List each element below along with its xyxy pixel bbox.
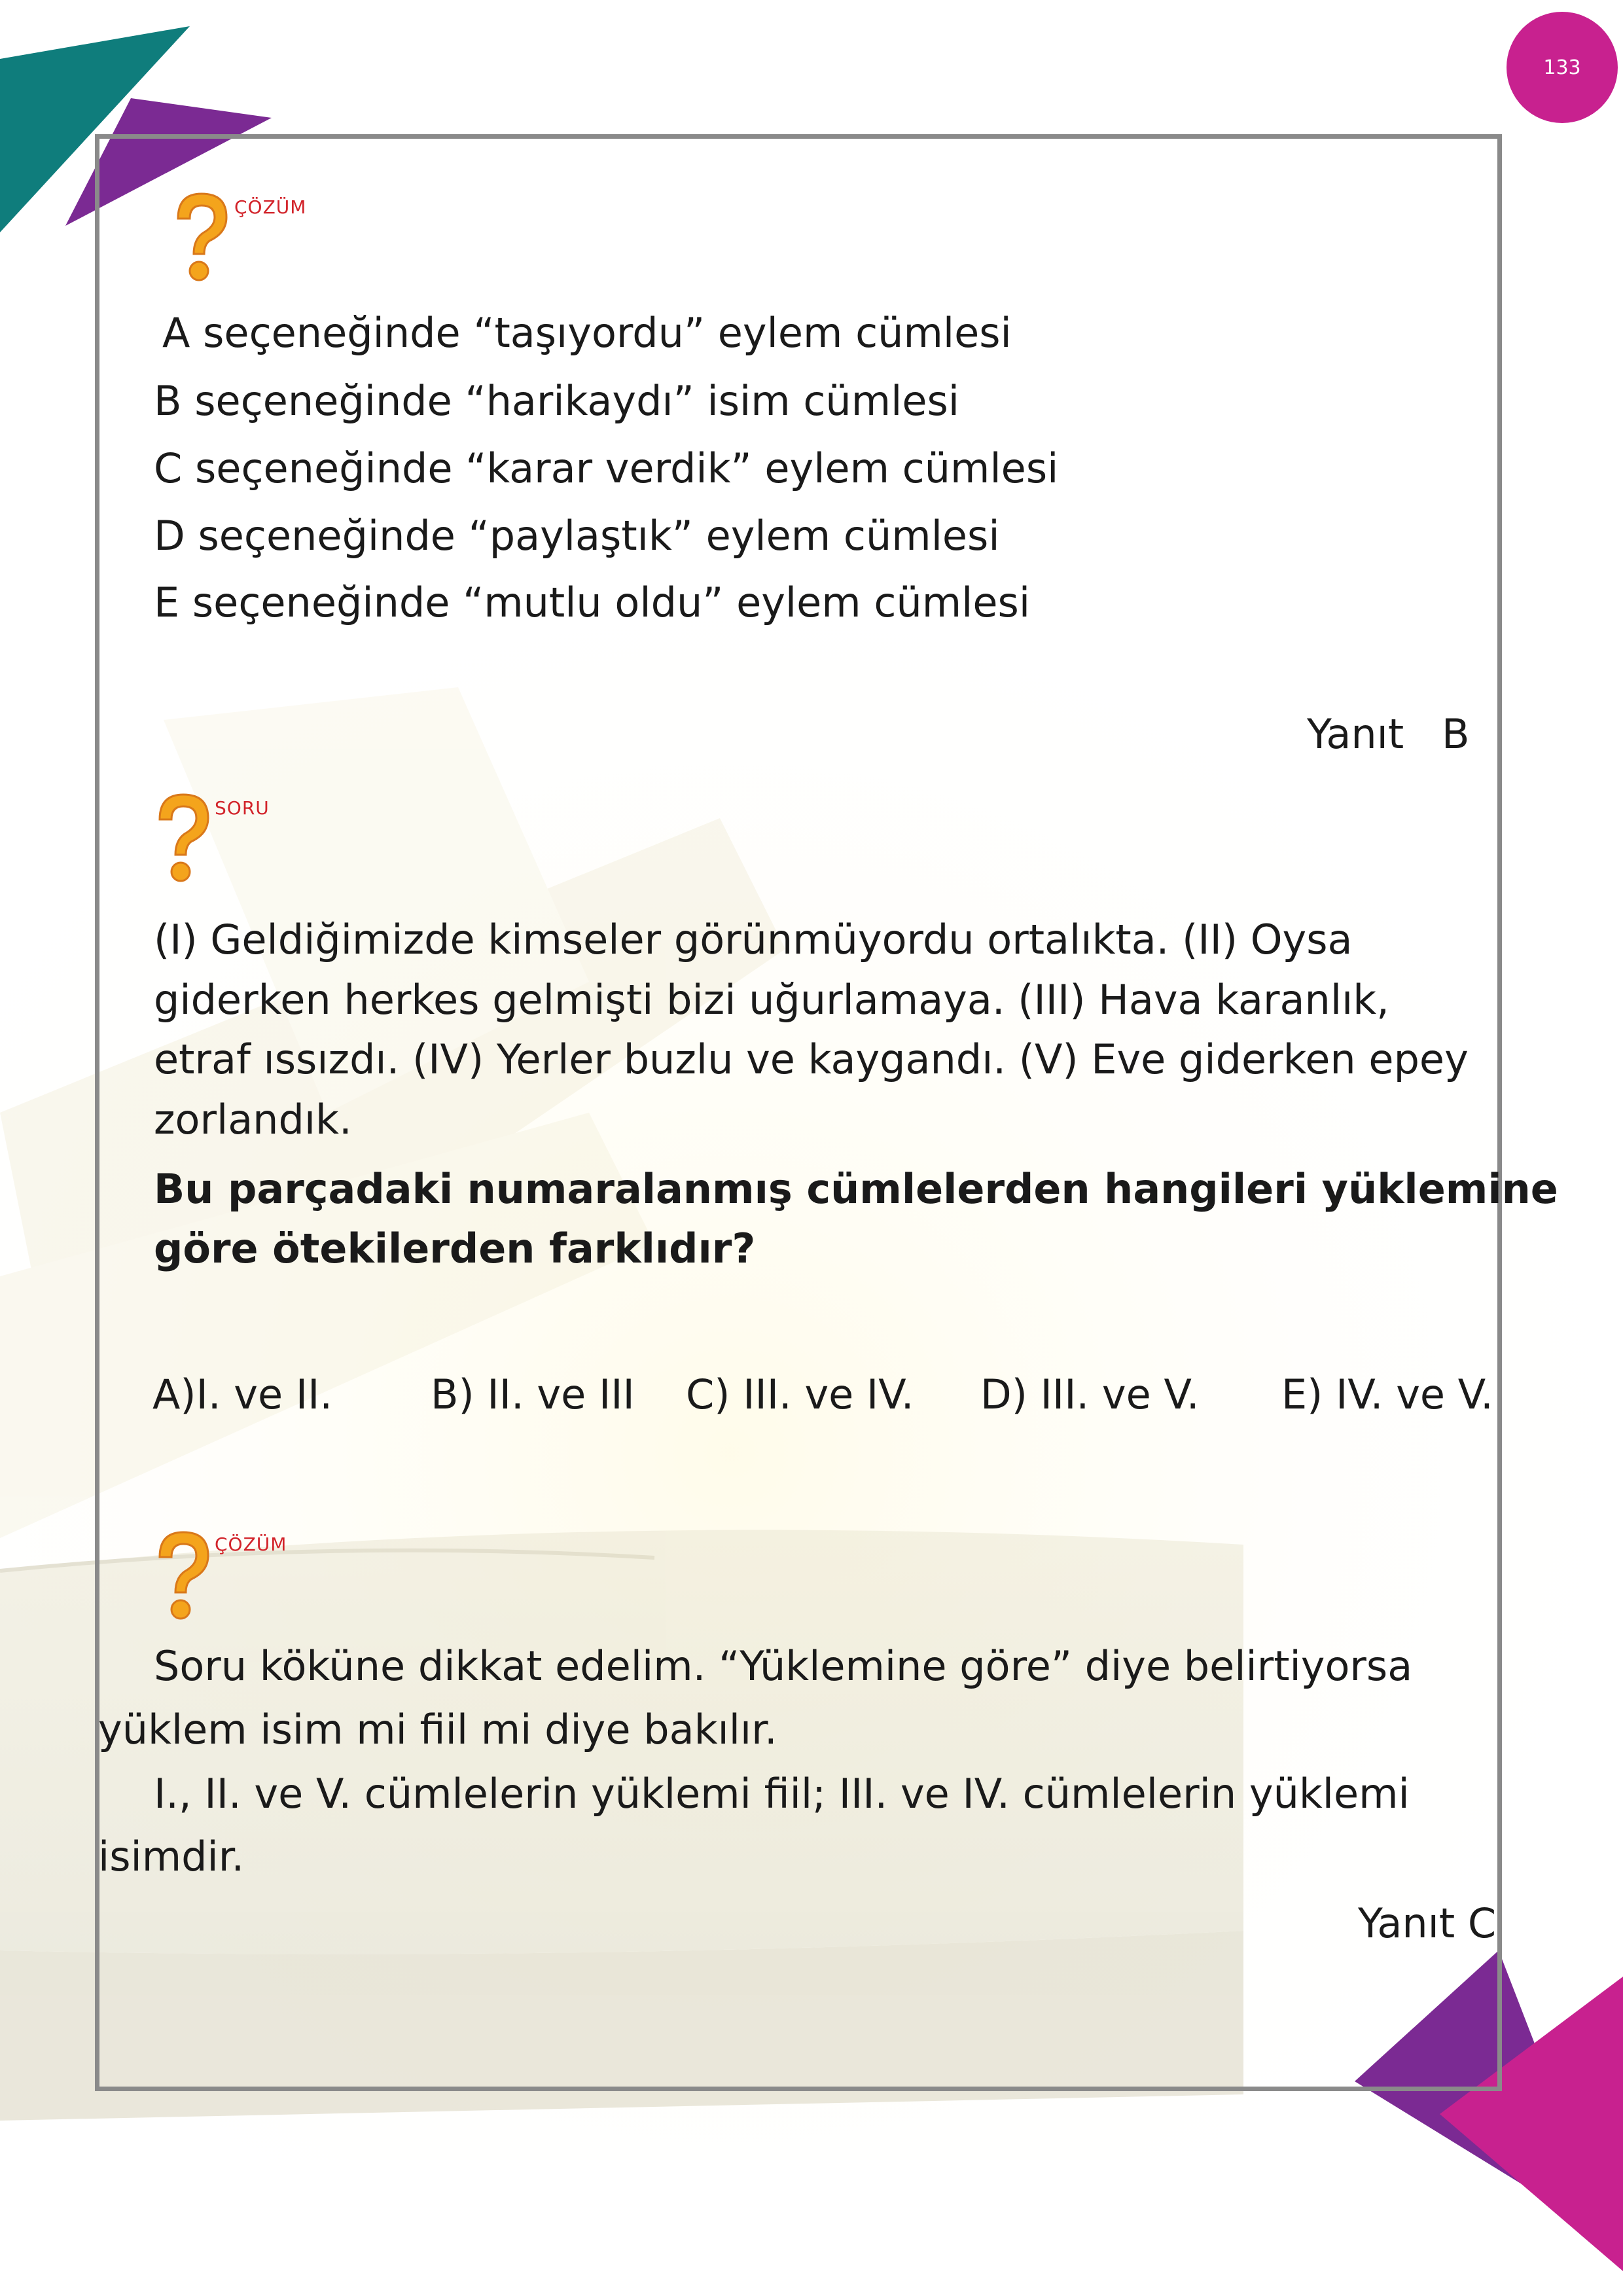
- question-passage-line: giderken herkes gelmişti bizi uğurlamaya. (III) Hava karanlık,: [154, 976, 1389, 1024]
- page-number: 133: [1543, 56, 1581, 79]
- question-mark-icon: [169, 190, 232, 288]
- answer-label: Yanıt: [1307, 710, 1404, 758]
- solution-line: A seçeneğinde “taşıyordu” eylem cümlesi: [162, 309, 1012, 357]
- answer-option-c[interactable]: C) III. ve IV.: [686, 1371, 914, 1418]
- question-prompt-line: göre ötekilerden farklıdır?: [154, 1225, 756, 1272]
- solution-line: isimdir.: [98, 1833, 245, 1880]
- answer-option-b[interactable]: B) II. ve III: [431, 1371, 635, 1418]
- solution-label: ÇÖZÜM: [215, 1534, 287, 1555]
- answer-option-e[interactable]: E) IV. ve V.: [1281, 1371, 1493, 1418]
- question-mark-icon: [151, 791, 213, 889]
- answer-option-d[interactable]: D) III. ve V.: [980, 1371, 1200, 1418]
- question-label: SORU: [215, 797, 270, 819]
- solution-label: ÇÖZÜM: [234, 196, 307, 218]
- question-prompt-line: Bu parçadaki numaralanmış cümlelerden hangileri yüklemine: [154, 1165, 1558, 1213]
- question-passage-line: etraf ıssızdı. (IV) Yerler buzlu ve kaygandı. (V) Eve giderken epey: [154, 1035, 1469, 1083]
- question-mark-icon: [151, 1528, 213, 1626]
- page-number-badge: [1507, 12, 1618, 123]
- solution-line: D seçeneğinde “paylaştık” eylem cümlesi: [154, 512, 1000, 560]
- answer-text: Yanıt C: [1358, 1899, 1497, 1947]
- answer-option-a[interactable]: A)I. ve II.: [152, 1371, 333, 1418]
- solution-line: I., II. ve V. cümlelerin yüklemi fiil; III. ve IV. cümlelerin yüklemi: [154, 1770, 1410, 1818]
- question-passage-line: (I) Geldiğimizde kimseler görünmüyordu ortalıkta. (II) Oysa: [154, 916, 1353, 963]
- solution-line: yüklem isim mi fiil mi diye bakılır.: [98, 1706, 777, 1753]
- solution-line: B seçeneğinde “harikaydı” isim cümlesi: [154, 377, 960, 425]
- solution-line: Soru köküne dikkat edelim. “Yüklemine göre” diye belirtiyorsa: [154, 1642, 1413, 1690]
- answer-value: B: [1442, 710, 1470, 758]
- solution-line: C seçeneğinde “karar verdik” eylem cümlesi: [154, 444, 1059, 492]
- question-passage-line: zorlandık.: [154, 1096, 352, 1143]
- solution-line: E seçeneğinde “mutlu oldu” eylem cümlesi: [154, 579, 1031, 626]
